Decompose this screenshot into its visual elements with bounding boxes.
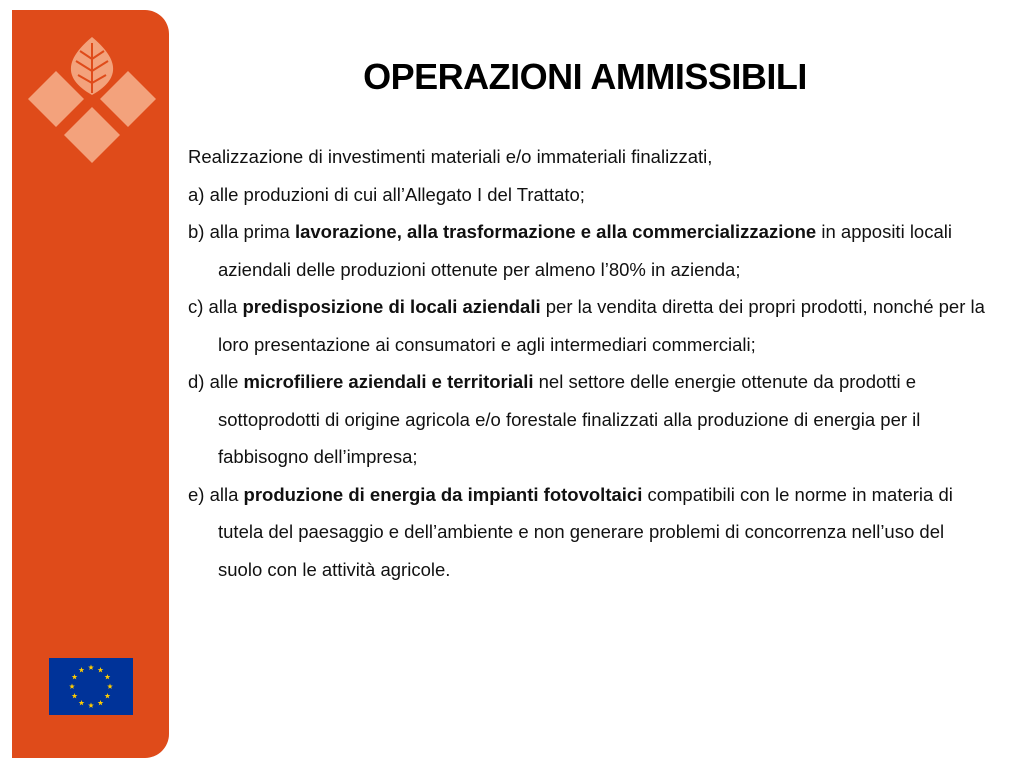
item-suffix: per la vendita diretta dei propri prodotti, nonché per la loro presentazione ai consumatori e agli intermediari commerciali; — [218, 296, 985, 355]
item-prefix: c) alla — [188, 296, 243, 317]
eu-flag-icon — [49, 658, 133, 715]
item-bold: microfiliere aziendali e territoriali — [243, 371, 534, 392]
list-item-b — [188, 213, 988, 288]
item-bold: lavorazione, alla trasformazione e alla commercializzazione — [294, 221, 817, 242]
item-text: a) alle produzioni di cui all’Allegato I del Trattato; — [188, 183, 585, 205]
item-bold: produzione di energia da impianti fotovoltaici — [243, 483, 643, 505]
item-suffix: in appositi locali aziendali delle produzioni ottenute per almeno l’80% in azienda; — [218, 221, 952, 280]
list-item-c — [188, 288, 988, 363]
list-item-d — [188, 363, 988, 476]
item-prefix: e) alla — [188, 483, 244, 505]
slide-body — [188, 138, 988, 588]
item-suffix: compatibili con le norme in materia di tutela del paesaggio e dell’ambiente e non generare problemi di concorrenza nell’uso del suolo con le attività agricole. — [218, 483, 953, 580]
page-title: OPERAZIONI AMMISSIBILI — [363, 56, 807, 98]
list-item-e — [188, 476, 988, 589]
item-prefix: b) alla prima — [188, 221, 295, 242]
item-suffix: nel settore delle energie ottenute da prodotti e sottoprodotti di origine agricola e/o forestale finalizzati alla produzione di energia per il fabbisogno dell’impresa; — [218, 371, 921, 467]
intro-text: Realizzazione di investimenti materiali e/o immateriali finalizzati, — [188, 146, 713, 167]
item-prefix: d) alle — [188, 371, 244, 392]
item-bold: predisposizione di locali aziendali — [242, 296, 541, 317]
leaf-rosette-icon — [28, 35, 156, 163]
list-item-a — [188, 176, 988, 214]
